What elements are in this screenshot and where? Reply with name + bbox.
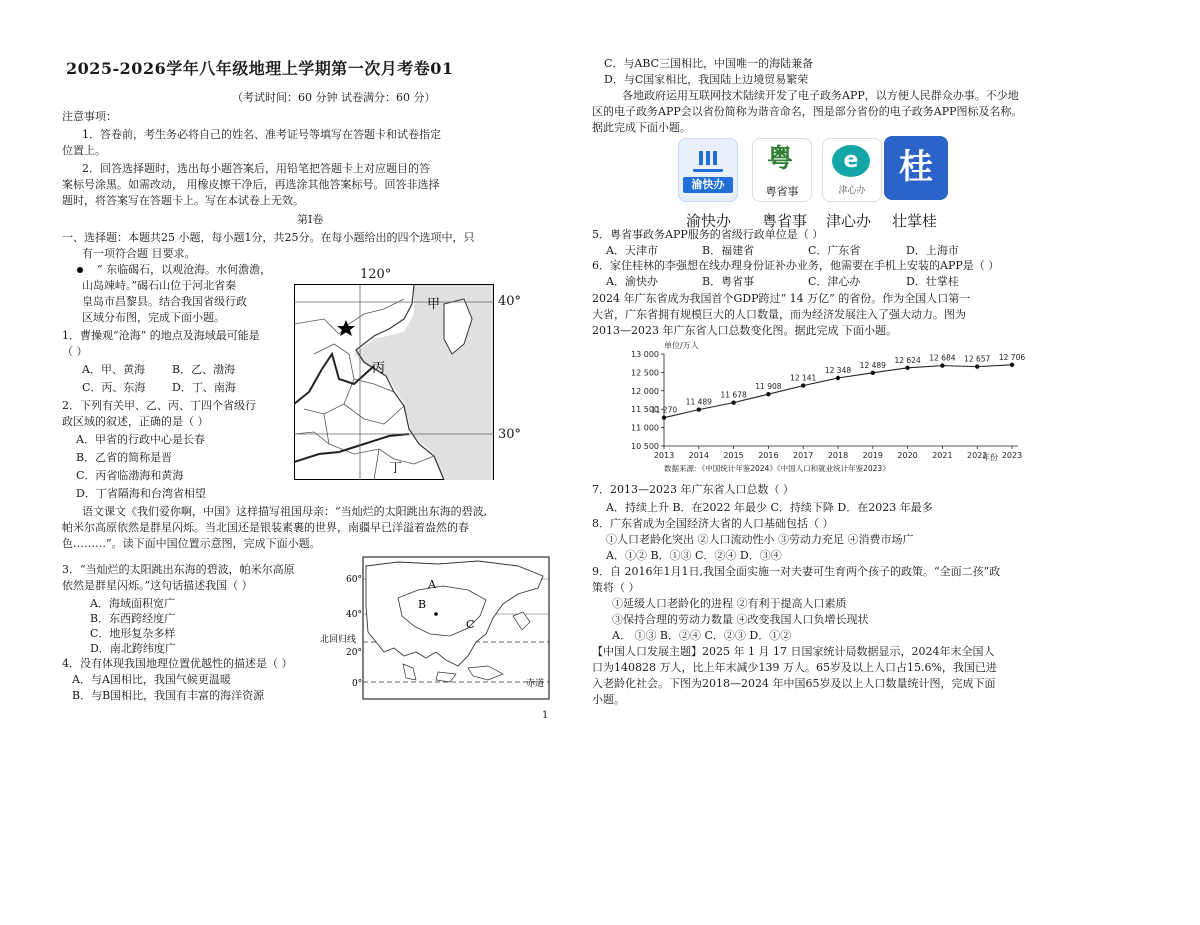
chart-x-tick-label: 2014 — [688, 451, 709, 460]
chart-source: 数据来源：《中国统计年鉴2024》《中国人口和就业统计年鉴2023》 — [664, 464, 890, 473]
note-1-line-1: 1．答卷前，考生务必将自己的姓名、准考证号等填写在答题卡和试卷指定 — [82, 128, 441, 141]
q5-option-a[interactable]: A．天津市 — [606, 244, 658, 257]
chart-data-point — [975, 364, 979, 368]
chart-y-tick-label: 11 000 — [631, 423, 659, 433]
chart-y-tick-label: 10 500 — [631, 442, 659, 451]
chart-data-point — [662, 415, 666, 419]
chart-data-label: 12 624 — [894, 355, 921, 365]
q9-options[interactable]: A． ①③ B．②④ C．②③ D．①② — [612, 629, 792, 642]
map2-tropic-label: 北回归线 — [320, 635, 357, 645]
q9-statements-12: ①延缓人口老龄化的进程 ②有利于提高人口素质 — [612, 597, 847, 610]
chart-x-tick-label: 2018 — [827, 451, 849, 460]
chart-x-tick-label: 2023 — [1001, 451, 1023, 460]
q2-option-a[interactable]: A．甲省的行政中心是长春 — [76, 433, 205, 446]
map2-equator-label: 赤道 — [526, 679, 545, 689]
map1-ding: 丁 — [389, 461, 403, 476]
chart-x-tick-label: 2016 — [758, 451, 779, 460]
map2-lat40: 40° — [346, 610, 362, 620]
passage4-line-2: 大省，广东省拥有规模巨大的人口数量，而为经济发展注入了强大动力。图为 — [592, 308, 966, 321]
note-1-line-2: 位置上。 — [62, 144, 106, 157]
chart-x-tick-label: 2013 — [653, 451, 675, 460]
chart-y-tick-label: 11 500 — [631, 405, 659, 415]
q1-option-c[interactable]: C．丙、东海 — [82, 381, 146, 394]
q5-stem: 5．粤省事政务APP服务的省级行政单位是（ ） — [592, 228, 824, 241]
q3-option-c[interactable]: C．地形复杂多样 — [90, 627, 176, 640]
q2-option-c[interactable]: C．丙省临渤海和黄海 — [76, 469, 184, 482]
exam-info: （考试时间：60 分钟 试卷满分：60 分） — [232, 91, 436, 104]
chart-data-label: 11 908 — [755, 382, 782, 392]
chart-data-point — [801, 383, 805, 387]
chart-data-point — [836, 376, 840, 380]
q1-stem-line-1: 1．曹操观“沧海” 的地点及海域最可能是 — [62, 329, 260, 342]
volume-heading: 第Ⅰ卷 — [297, 213, 324, 226]
map2-lat0: 0° — [352, 679, 363, 689]
passage5-line-1: 【中国人口发展主题】2025 年 1 月 17 日国家统计局数据显示，2024年末全国人 — [592, 645, 995, 658]
chart-data-point — [940, 363, 944, 367]
app-name-yueshengshi: 粤省事 — [762, 212, 808, 230]
chart-data-label: 12 706 — [998, 352, 1026, 362]
note-2-line-2: 案标号涂黑。如需改动， 用橡皮擦干净后，再选涂其他答案标号。回答非选择 — [62, 178, 440, 191]
chart-y-tick-label: 12 000 — [631, 386, 659, 396]
q8-stem: 8．广东省成为全国经济大省的人口基础包括（ ） — [592, 517, 834, 530]
q6-option-c[interactable]: C．津心办 — [808, 275, 861, 288]
map1-bing: 丙 — [372, 361, 386, 376]
passage5-line-3: 入老龄化社会。下图为2018—2024 年中国65岁及以上人口数量统计图，完成下面 — [592, 677, 996, 690]
app-name-jinxinban: 津心办 — [826, 212, 872, 230]
bullet-icon — [77, 267, 83, 273]
q6-option-b[interactable]: B．粤省事 — [702, 275, 755, 288]
q8-statements: ①人口老龄化突出 ②人口流动性小 ③劳动力充足 ④消费市场广 — [606, 533, 914, 546]
q1-stem-line-2: （ ） — [62, 345, 88, 358]
app-icon-zhuangzhanggui: 桂 — [884, 136, 948, 200]
passage3-line-3: 据此完成下面小题。 — [592, 121, 691, 134]
q1-option-b[interactable]: B．乙、渤海 — [172, 363, 236, 376]
page-number: 1 — [542, 710, 549, 721]
q1-option-a[interactable]: A．甲、黄海 — [82, 363, 145, 376]
passage2-line-3: 色………”。读下面中国位置示意图，完成下面小题。 — [62, 537, 321, 550]
chart-xunit: 年份 — [982, 453, 998, 462]
province-map — [294, 284, 494, 480]
q9-statements-34: ③保持合理的劳动力数量 ④改变我国人口负增长现状 — [612, 613, 869, 626]
q5-option-b[interactable]: B．福建省 — [702, 244, 755, 257]
note-2-line-1: 2．回答选择题时，选出每小题答案后，用铅笔把答题卡上对应题目的答 — [82, 162, 430, 175]
map2-lat20: 20° — [346, 648, 362, 658]
passage1-line-1: “ 东临碣石，以观沧海。水何澹澹， — [97, 263, 272, 276]
passage5-line-4: 小题。 — [592, 693, 625, 706]
q3-option-a[interactable]: A．海域面积宽广 — [90, 597, 175, 610]
q2-stem-line-2: 政区域的叙述，正确的是（ ） — [62, 415, 209, 428]
map1-jia: 甲 — [427, 297, 441, 312]
chart-data-label: 12 141 — [790, 373, 817, 383]
chart-data-point — [766, 392, 770, 396]
map1-lat30-label: 30° — [498, 427, 522, 442]
map2-c: C — [466, 618, 475, 631]
chart-data-label: 12 489 — [859, 360, 886, 370]
chart-y-tick-label: 12 500 — [631, 368, 659, 378]
chart-x-tick-label: 2020 — [897, 451, 918, 460]
map1-lat40-label: 40° — [498, 294, 522, 309]
chart-x-tick-label: 2021 — [932, 451, 953, 460]
chart-y-tick-label: 13 000 — [631, 350, 659, 359]
chart-x-tick-label: 2022 — [967, 451, 988, 460]
passage3-line-2: 区的电子政务APP会以省份简称为谐音命名，图是部分省份的电子政务APP图标及名称。 — [592, 105, 1023, 118]
app-icon-yueshengshi: 粤 粤省事 — [752, 138, 812, 202]
q7-options[interactable]: A．持续上升 B．在2022 年最少 C．持续下降 D．在2023 年最多 — [606, 501, 933, 514]
chart-data-point — [871, 371, 875, 375]
q2-option-b[interactable]: B．乙省的简称是晋 — [76, 451, 173, 464]
chart-ylabel: 单位/万人 — [664, 341, 699, 350]
q5-option-d[interactable]: D．上海市 — [906, 244, 959, 257]
app-name-yukuaiban: 渝快办 — [686, 212, 732, 230]
chart-x-tick-label: 2015 — [723, 451, 744, 460]
passage4-line-1: 2024 年广东省成为我国首个GDP跨过“ 14 万亿” 的省份。作为全国人口第一 — [592, 292, 971, 305]
section-intro-line-2: 有一项符合题 目要求。 — [82, 247, 196, 260]
q3-stem-line-2: 依然是群星闪烁。”这句话描述我国（ ） — [62, 579, 253, 592]
passage4-line-3: 2013—2023 年广东省人口总数变化图。据此完成 下面小题。 — [592, 324, 897, 337]
q7-stem: 7．2013—2023 年广东省人口总数（ ） — [592, 483, 794, 496]
chart-data-point — [697, 407, 701, 411]
app-icon-yukuaiban: 渝快办 — [678, 138, 738, 202]
notes-heading: 注意事项： — [62, 110, 117, 123]
chart-data-label: 11 678 — [720, 390, 747, 400]
q3-option-b[interactable]: B．东西跨经度广 — [90, 612, 176, 625]
q2-option-d[interactable]: D．丁省隔海和台湾省相望 — [76, 487, 206, 500]
section-intro-line-1: 一、选择题：本题共25 小题，每小题1分，共25分。在每小题给出的四个选项中，只 — [62, 231, 475, 244]
passage1-line-2: 山岛竦峙。”碣石山位于河北省秦 — [82, 279, 237, 292]
chart-data-point — [905, 366, 909, 370]
passage2-line-2: 帕米尔高原依然是群星闪烁。当北国还是银装素裹的世界，南疆早已洋溢着盎然的春 — [62, 521, 469, 534]
q1-option-d[interactable]: D．丁、南海 — [172, 381, 236, 394]
q4-option-c[interactable]: C．与ABC三国相比，中国唯一的海陆兼备 — [604, 57, 814, 70]
china-location-map — [318, 556, 550, 700]
map2-lat60: 60° — [346, 575, 362, 585]
q6-option-d[interactable]: D．壮掌桂 — [906, 275, 959, 288]
q4-option-b[interactable]: B．与B国相比，我国有丰富的海洋资源 — [72, 689, 265, 702]
chart-x-tick-label: 2017 — [793, 451, 814, 460]
map1-longitude-label: 120° — [360, 267, 392, 282]
passage1-line-4: 区域分布图，完成下面小题。 — [82, 311, 225, 324]
chart-data-point — [731, 400, 735, 404]
q4-option-a[interactable]: A．与A国相比，我国气候更温暖 — [72, 673, 231, 686]
q9-stem-line-1: 9．自 2016年1月1日,我国全面实施一对夫妻可生育两个孩子的政策。“全面二孩”政 — [592, 565, 1001, 578]
chart-data-label: 12 348 — [824, 365, 852, 375]
chart-data-label: 12 657 — [964, 354, 991, 364]
population-line-chart — [622, 340, 1032, 476]
map2-a: A — [428, 578, 436, 591]
passage2-line-1: 语文课文《我们爱你啊，中国》这样描写祖国母亲：“当灿烂的太阳跳出东海的碧波, — [82, 505, 488, 518]
passage3-line-1: 各地政府运用互联网技术陆续开发了电子政务APP，以方便人民群众办事。不少地 — [622, 89, 1019, 102]
q8-options[interactable]: A．①② B．①③ C．②④ D．③④ — [606, 549, 782, 562]
q3-option-d[interactable]: D．南北跨纬度广 — [90, 642, 176, 655]
passage1-line-3: 皇岛市昌黎县。结合我国省级行政 — [82, 295, 247, 308]
chart-data-label: 11 489 — [685, 397, 712, 407]
q4-stem: 4．没有体现我国地理位置优越性的描述是（ ） — [62, 657, 293, 670]
q6-stem: 6．家住桂林的李强想在线办理身份证补办业务，他需要在手机上安装的APP是（ ） — [592, 259, 1000, 272]
map2-b: B — [418, 598, 427, 611]
chart-data-label: 12 684 — [929, 353, 956, 363]
q4-option-d[interactable]: D．与C国家相比，我国陆上边境贸易繁荣 — [604, 73, 809, 86]
passage5-line-2: 口为140828 万人，比上年末减少139 万人。65岁及以上人口占15.6%，我国已进 — [592, 661, 997, 674]
chart-x-tick-label: 2019 — [862, 451, 883, 460]
q2-stem-line-1: 2．下列有关甲、乙、丙、丁四个省级行 — [62, 399, 256, 412]
chart-data-label: 11 270 — [650, 405, 678, 415]
chart-data-point — [1010, 363, 1014, 367]
page-title: 2025-2026学年八年级地理上学期第一次月考卷01 — [66, 59, 454, 78]
q9-stem-line-2: 策将（ ） — [592, 581, 640, 594]
app-icon-jinxinban: e 津心办 — [822, 138, 882, 202]
q3-stem-line-1: 3．“当灿烂的太阳跳出东海的碧波，帕米尔高原 — [62, 563, 295, 576]
app-name-zhuangzhanggui: 壮掌桂 — [892, 212, 938, 230]
q6-option-a[interactable]: A．渝快办 — [606, 275, 658, 288]
note-2-line-3: 题时，将答案写在答题卡上。写在本试卷上无效。 — [62, 194, 304, 207]
q5-option-c[interactable]: C．广东省 — [808, 244, 861, 257]
